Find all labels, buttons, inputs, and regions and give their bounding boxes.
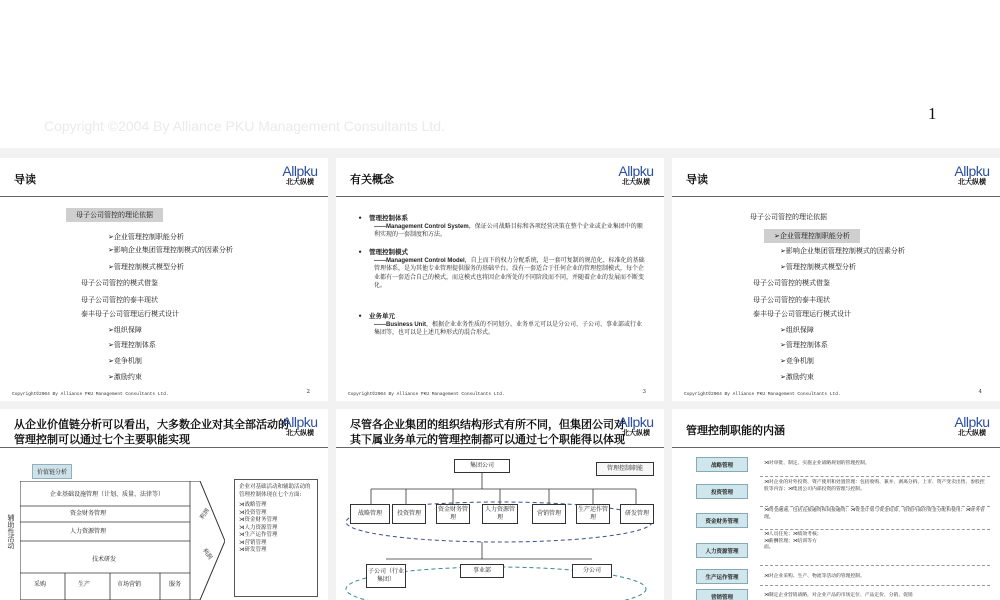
slide-title: 尽管各企业集团的组织结构形式有所不同，但集团公司对其下属业务单元的管理控制都可以通过七个职能得以体现 <box>350 418 625 446</box>
row-separator <box>760 529 990 530</box>
outline-item: 母子公司管控的泰丰现状 <box>81 296 158 304</box>
outline-subitem-highlighted: ➢企业管理控制职能分析 <box>764 231 860 241</box>
slide-thumbnail-3[interactable] <box>336 158 664 401</box>
row-separator <box>760 585 990 586</box>
slide-copyright: Copyright©2004 By Alliance PKU Management Consultants Ltd. <box>684 392 841 397</box>
title-divider <box>672 447 1000 448</box>
concept-heading: • 管理控制模式 <box>358 248 408 256</box>
slide-thumbnail-4[interactable] <box>672 158 1000 401</box>
outline-item: 母子公司管控的模式借鉴 <box>753 279 830 287</box>
slide-number: 2 <box>306 389 310 395</box>
value-chain-row: 企业基础设施管理（计划、质量、法律等） <box>50 491 165 498</box>
outline-subitem: ➢管理控制体系 <box>780 341 828 349</box>
blank-notes-area <box>0 0 1000 148</box>
function-box: 生产运作管理 <box>576 504 610 524</box>
allpku-logo <box>280 414 320 438</box>
function-box: 资金财务管理 <box>436 504 470 524</box>
primary-activity: 服务 <box>169 581 182 588</box>
concept-heading: • 管理控制体系 <box>358 214 408 222</box>
slide-thumbnail-6[interactable] <box>336 409 664 600</box>
logo-english: Allpku <box>618 414 654 430</box>
slide-copyright: Copyright©2004 By Alliance PKU Management Consultants Ltd. <box>12 392 169 397</box>
function-item: ⋊战略管理 <box>239 502 267 508</box>
outline-subitem: ➢组织保障 <box>780 326 814 334</box>
outline-item: 泰丰母子公司管理运行模式设计 <box>81 310 179 318</box>
slide-title: 导读 <box>14 173 36 186</box>
concept-body: ——Management Control Model，自上而下的权力分配系统，是一套可复制的规范化、标准化的基础管理体系，是为其他专业管理提供服务的基础平台。没有一套适合于任何企业的管理控制模式，每个企业都有一套适合自己的模式，而这模式也将因企业所处的不同阶段而不同，并随着企业的发展而不断变化。 <box>374 256 645 289</box>
function-label: 资金财务管理 <box>696 513 748 528</box>
allpku-logo <box>952 163 992 187</box>
concept-body: ——Management Control System，保证公司战略目标和各项经营决策在整个企业或企业集团中的顺利实现的一套制度和方法。 <box>374 222 643 238</box>
outline-subitem: ➢管理控制体系 <box>108 341 156 349</box>
concept-block <box>358 312 648 338</box>
function-label: 生产运作管理 <box>696 569 748 584</box>
outline-subitem: ➢激励约束 <box>780 373 814 381</box>
function-description: ⋊对审批、制定、实施企业战略规划的管理控制。 <box>764 461 870 466</box>
group-company-box: 集团公司 <box>454 459 510 473</box>
profit-label: 利润 <box>200 547 214 562</box>
outline-subitem: ➢管理控制模式模型分析 <box>780 263 856 271</box>
outline-subitem: ➢管理控制模式模型分析 <box>108 263 184 271</box>
row-separator <box>760 565 990 566</box>
slide-title: 导读 <box>686 173 708 186</box>
title-divider <box>0 196 328 197</box>
concept-block <box>358 214 648 240</box>
title-divider <box>672 196 1000 197</box>
outline-item: 母子公司管控的泰丰现状 <box>753 296 830 304</box>
function-box: 投资管理 <box>392 504 426 524</box>
page-number: 1 <box>928 104 937 123</box>
concept-block <box>358 248 648 291</box>
outline-subitem: ➢激励约束 <box>108 373 142 381</box>
logo-english: Allpku <box>954 414 990 430</box>
slide-number: 4 <box>978 389 982 395</box>
allpku-logo <box>616 414 656 438</box>
function-description: ⋊人员任免；⋊绩效考核；⋊薪酬管理；⋊培训等方面。 <box>764 532 822 550</box>
outline-item: 母子公司管控的理论依据 <box>750 213 827 221</box>
function-note-box <box>234 479 318 597</box>
concept-heading: • 业务单元 <box>358 312 395 320</box>
logo-chinese: 北大纵横 <box>958 177 986 186</box>
function-description: ⋊资金融通，包括直接融资和间接融资；⋊资金计划与资金结算，管理内部的资金分配和使用；⋊财务管理。 <box>764 508 985 520</box>
value-chain-row: 资金财务管理 <box>70 510 107 517</box>
logo-chinese: 北大纵横 <box>622 428 650 437</box>
function-description: ⋊对企业的对外投资、资产使用和处置管理：包括收购、兼并、剥离分拆、上市、资产变卖出售、参股控股等内容；⋊集团公司内部投资的管理与控制。 <box>764 480 985 492</box>
function-item: ⋊资金财务管理 <box>239 517 278 523</box>
function-label: 人力资源管理 <box>696 543 748 558</box>
legend-box: 管理控制职能 <box>596 462 654 476</box>
outline-subitem: ➢企业管理控制职能分析 <box>108 233 184 241</box>
function-label: 投资管理 <box>696 484 748 499</box>
concept-body: ——Business Unit，根据企业业务性质的不同划分。业务单元可以是分公司、子公司、事业部或行业集团等，也可以是上述几种形式的混合形式。 <box>374 320 643 336</box>
function-box: 人力资源管理 <box>482 504 518 524</box>
row-separator <box>760 506 990 507</box>
allpku-logo <box>280 163 320 187</box>
row-separator <box>760 476 990 477</box>
outline-subitem: ➢竞争机制 <box>780 357 814 365</box>
profit-label: 利润 <box>198 507 212 522</box>
primary-activity: 生产 <box>78 581 91 588</box>
value-chain-tag: 价值链分析 <box>32 464 72 479</box>
outline-subitem: ➢影响企业集团管理控制模式的因素分析 <box>108 246 233 254</box>
slide-thumbnail-7[interactable] <box>672 409 1000 600</box>
outline-subitem: ➢影响企业集团管理控制模式的因素分析 <box>780 247 905 255</box>
logo-english: Allpku <box>954 163 990 179</box>
logo-chinese: 北大纵横 <box>286 428 314 437</box>
title-divider <box>336 196 664 197</box>
function-item: ⋊投资管理 <box>239 509 267 516</box>
logo-chinese: 北大纵横 <box>622 177 650 186</box>
outline-item-highlighted: 母子公司管控的理论依据 <box>66 210 163 220</box>
logo-chinese: 北大纵横 <box>286 177 314 186</box>
slide-title: 管理控制职能的内涵 <box>686 424 785 437</box>
logo-english: Allpku <box>282 414 318 430</box>
slide-copyright: Copyright©2004 By Alliance PKU Management Consultants Ltd. <box>348 392 505 397</box>
function-box: 战略管理 <box>350 504 390 524</box>
function-label: 战略管理 <box>696 457 748 472</box>
logo-english: Allpku <box>618 163 654 179</box>
allpku-logo <box>952 414 992 438</box>
outline-subitem: ➢竞争机制 <box>108 357 142 365</box>
outline-item: 泰丰母子公司管理运行模式设计 <box>753 310 851 318</box>
function-description: ⋊对企业采购、生产、物流等活动的管理控制。 <box>764 574 865 579</box>
function-box: 营销管理 <box>532 504 566 524</box>
slide-title: 有关概念 <box>350 173 394 186</box>
slide-title: 从企业价值链分析可以看出，大多数企业对其全部活动的管理控制可以通过七个主要职能实现 <box>14 418 289 446</box>
function-item: ⋊生产运作管理 <box>239 532 278 538</box>
logo-chinese: 北大纵横 <box>958 428 986 437</box>
business-unit-box: 子公司（行业集团） <box>366 564 406 588</box>
outline-subitem: ➢组织保障 <box>108 326 142 334</box>
function-note-text: 企业对基础活动和辅助活动的管理控制体现在七个方面: <box>239 484 311 498</box>
business-unit-box: 分公司 <box>572 564 612 578</box>
side-label: 辅助性活动 <box>7 514 15 549</box>
outline-item: 母子公司管控的模式借鉴 <box>81 279 158 287</box>
primary-activity: 采购 <box>34 581 47 588</box>
function-item: ⋊营销管理 <box>239 539 267 546</box>
allpku-logo <box>616 163 656 187</box>
function-label: 营销管理 <box>696 589 748 600</box>
faded-copyright-text: Copyright ©2004 By Alliance PKU Management Consultants Ltd. <box>44 118 445 134</box>
function-description: ⋊制定企业营销战略，对企业产品的市场定位、产品定价、分销、促销 <box>764 593 913 598</box>
function-box: 研发管理 <box>620 504 654 524</box>
slide-thumbnail-5[interactable] <box>0 409 328 600</box>
business-unit-box: 事业部 <box>460 564 504 578</box>
function-item: ⋊研发管理 <box>239 547 267 553</box>
value-chain-row: 技术研发 <box>92 556 117 563</box>
title-divider <box>0 447 328 448</box>
slide-thumbnail-2[interactable] <box>0 158 328 401</box>
function-item: ⋊人力资源管理 <box>239 524 278 531</box>
slide-number: 3 <box>642 389 646 395</box>
logo-english: Allpku <box>282 163 318 179</box>
title-divider <box>336 447 664 448</box>
primary-activity: 市场营销 <box>117 581 142 588</box>
value-chain-row: 人力资源管理 <box>70 528 107 535</box>
